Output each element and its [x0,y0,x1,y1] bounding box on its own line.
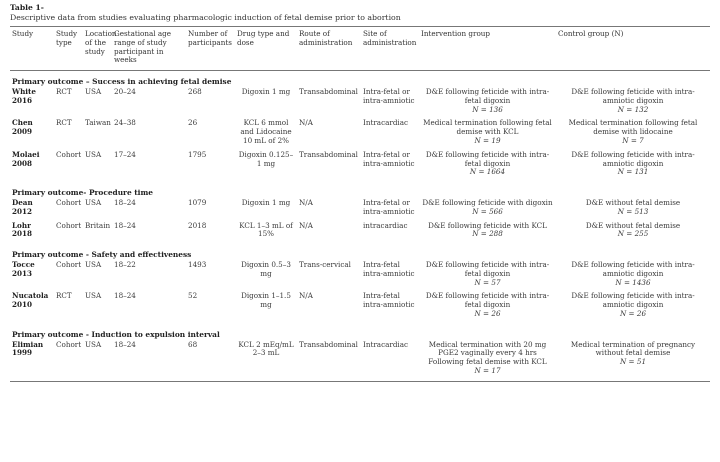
study-cell [10,261,54,292]
section-title: Primary outcome- Procedure time [12,188,153,198]
control-count: N = 255 [617,229,649,239]
study-name: Dean [12,197,33,207]
col-header-route: Route of administration [299,29,353,47]
location-cell: USA [85,259,102,269]
route-cell: N/A [299,291,313,301]
col-header-drug: Drug type and dose [237,29,290,47]
intervention-cell [419,151,556,182]
intervention-count: N = 1664 [469,167,506,177]
site-cell: Intracardiac [363,339,409,349]
control-cell [556,292,710,323]
col-header-study-type: Study type [56,29,78,47]
header-row [10,27,710,71]
route-cell: Transabdominal [299,339,358,349]
control-text: D&E following feticide with intra-amniotic digoxin [571,86,695,105]
study-cell [10,292,54,323]
control-text: D&E without fetal demise [585,220,681,230]
gestational-age-cell: 18–24 [114,291,136,301]
table-row [10,199,710,222]
study-year: 2013 [12,268,33,278]
study-type-cell: Cohort [56,259,82,269]
study-name: Chen [12,118,33,128]
route-cell: N/A [299,220,313,230]
study-type-cell: Cohort [56,220,82,230]
intervention-cell [419,119,556,150]
table-row [10,119,710,150]
intervention-text: D&E following feticide with intra-fetal digoxin [425,86,550,105]
intervention-count: N = 19 [474,135,501,145]
location-cell: USA [85,149,102,159]
drug-cell: KCL 6 mmol and Lidocaine 10 mL of 2% [240,118,292,145]
control-count: N = 131 [617,167,649,177]
intervention-text: Medical termination with 20 mg PGE2 vaginally every 4 hrs Following fetal demise with KCL [428,339,547,367]
drug-cell: Digoxin 0.125–1 mg [238,149,294,168]
site-cell: Intra-fetal intra-amniotic [363,259,415,278]
study-name: White [12,86,36,96]
control-text: Medical termination of pregnancy without fetal demise [570,339,696,358]
gestational-age-cell: 18–22 [114,259,136,269]
study-year: 2016 [12,95,33,105]
control-text: D&E following feticide with intra-amniotic digoxin [571,149,695,168]
study-year: 2010 [12,300,33,310]
gestational-age-cell: 18–24 [114,339,136,349]
intervention-text: Medical termination following fetal demise with KCL [423,118,552,137]
study-name: Molaei [12,149,40,159]
route-cell: Transabdominal [299,149,358,159]
study-year: 2009 [12,127,33,137]
control-cell [556,222,710,245]
intervention-cell [419,292,556,323]
intervention-text: D&E following feticide with intra-fetal digoxin [425,291,550,310]
control-count: N = 513 [617,206,649,216]
site-cell: Intra-fetal intra-amniotic [363,291,415,310]
col-header-intervention: Intervention group [421,29,491,38]
study-cell [10,341,54,382]
table-caption [10,3,710,23]
control-text: Medical termination following fetal demise with lidocaine [568,118,698,137]
descriptive-data-table [10,26,710,382]
study-name: Elimian [12,339,44,349]
study-type-cell: RCT [56,86,72,96]
route-cell: Transabdominal [299,86,358,96]
gestational-age-cell: 17–24 [114,149,136,159]
gestational-age-cell: 18–24 [114,220,136,230]
drug-cell: Digoxin 1–1.5 mg [241,291,291,310]
control-cell [556,199,710,222]
drug-cell: Digoxin 1 mg [241,86,291,96]
intervention-count: N = 566 [472,206,503,216]
section-row [10,324,710,341]
intervention-cell [419,199,556,222]
study-cell [10,88,54,119]
control-cell [556,151,710,182]
table-row [10,261,710,292]
location-cell: USA [85,291,102,301]
control-count: N = 7 [622,135,644,145]
table-row [10,151,710,182]
intervention-cell [419,88,556,119]
control-text: D&E without fetal demise [585,197,681,207]
intervention-cell [419,222,556,245]
section-title: Primary outcome – Success in achieving fetal demise [12,77,232,87]
section-title: Primary outcome - Induction to expulsion interval [12,329,220,339]
control-text: D&E following feticide with intra-amniotic digoxin [571,259,695,278]
section-row [10,71,710,88]
drug-cell: KCL 1–3 mL of 15% [239,220,293,239]
intervention-cell [419,261,556,292]
control-cell [556,261,710,292]
site-cell: Intra-fetal or intra-amniotic [363,86,415,105]
col-header-control: Control group (N) [558,29,624,38]
study-cell [10,119,54,150]
section-title: Primary outcome - Safety and effectiveness [12,250,192,260]
control-count: N = 132 [617,104,649,114]
study-name: Nucatola [12,291,49,301]
study-year: 2018 [12,229,33,239]
participants-cell: 1079 [188,197,207,207]
participants-cell: 26 [188,118,198,128]
study-cell [10,222,54,245]
study-year: 2012 [12,206,33,216]
study-year: 1999 [12,348,33,358]
gestational-age-cell: 24–38 [114,118,136,128]
control-count: N = 1436 [615,277,651,287]
site-cell: intracardiac [363,220,408,230]
location-cell: Taiwan [85,118,111,128]
table-row [10,292,710,323]
route-cell: Trans-cervical [299,259,351,269]
control-cell [556,88,710,119]
drug-cell: Digoxin 1 mg [241,197,291,207]
study-type-cell: RCT [56,118,72,128]
col-header-gestational-age: Gestational age range of study participant in weeks [114,29,172,65]
table-row [10,222,710,245]
route-cell: N/A [299,197,313,207]
control-cell [556,341,710,382]
route-cell: N/A [299,118,313,128]
intervention-text: D&E following feticide with intra-fetal digoxin [425,259,550,278]
intervention-text: D&E following feticide with digoxin [422,197,553,207]
study-type-cell: Cohort [56,339,82,349]
control-text: D&E following feticide with intra-amniotic digoxin [571,291,695,310]
gestational-age-cell: 18–24 [114,197,136,207]
col-header-site: Site of administration [363,29,417,47]
table-title: Descriptive data from studies evaluating pharmacologic induction of fetal demise prior to abortion [10,13,401,22]
participants-cell: 2018 [188,220,207,230]
study-type-cell: RCT [56,291,72,301]
location-cell: USA [85,197,102,207]
participants-cell: 268 [188,86,202,96]
study-name: Lohr [12,220,31,230]
site-cell: Intra-fetal or intra-amniotic [363,149,415,168]
intervention-text: D&E following feticide with intra-fetal digoxin [425,149,550,168]
site-cell: Intracardiac [363,118,409,128]
col-header-location: Location of the study [85,29,117,56]
location-cell: Britain [85,220,111,230]
site-cell: Intra-fetal or intra-amniotic [363,197,415,216]
drug-cell: Digoxin 0.5–3 mg [241,259,291,278]
study-cell [10,199,54,222]
table-row [10,341,710,382]
intervention-cell [419,341,556,382]
study-type-cell: Cohort [56,197,82,207]
location-cell: USA [85,86,102,96]
participants-cell: 52 [188,291,198,301]
participants-cell: 1795 [188,149,207,159]
control-cell [556,119,710,150]
control-count: N = 26 [619,308,647,318]
table-row [10,88,710,119]
location-cell: USA [85,339,102,349]
study-name: Tocce [12,259,35,269]
col-header-study: Study [12,29,34,38]
study-year: 2008 [12,158,33,168]
participants-cell: 68 [188,339,198,349]
intervention-count: N = 57 [474,277,501,287]
study-cell [10,151,54,182]
control-count: N = 51 [619,357,647,367]
gestational-age-cell: 20–24 [114,86,136,96]
section-row [10,244,710,261]
table-label: Table 1- [10,3,44,12]
col-header-participants: Number of participants [188,29,232,47]
participants-cell: 1493 [188,259,207,269]
section-row [10,182,710,199]
intervention-text: D&E following feticide with KCL [428,220,547,230]
intervention-count: N = 136 [472,104,503,114]
intervention-count: N = 17 [474,365,501,375]
intervention-count: N = 288 [472,229,503,239]
drug-cell: KCL 2 mEq/mL 2–3 mL [238,339,294,358]
intervention-count: N = 26 [474,308,501,318]
study-type-cell: Cohort [56,149,82,159]
